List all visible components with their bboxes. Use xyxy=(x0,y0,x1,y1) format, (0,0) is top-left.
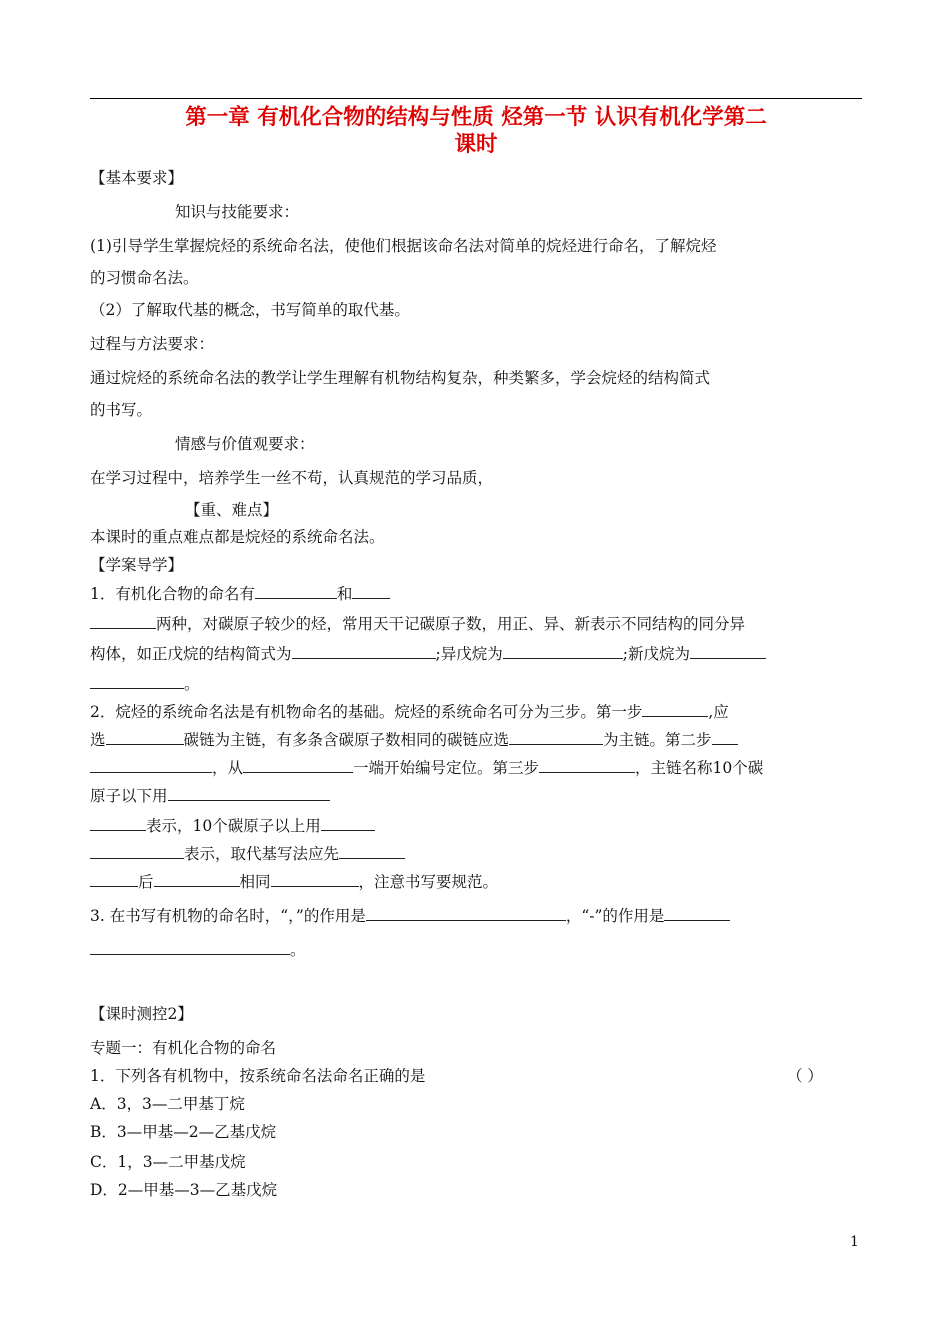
key-points-heading: 【重、难点】 xyxy=(185,501,279,519)
header-rule xyxy=(90,98,862,99)
blank[interactable] xyxy=(642,702,708,717)
guide-q2-text-k: 表示，取代基写法应先 xyxy=(184,845,340,863)
guide-q2-line-3 xyxy=(90,758,763,778)
knowledge-item-1-line-1: (1)引导学生掌握烷烃的系统命名法，使他们根据该命名法对简单的烷烃进行命名，了解烷烃 xyxy=(90,237,717,255)
guide-q3-line-1 xyxy=(90,906,730,926)
knowledge-item-1-line-2: 的习惯命名法。 xyxy=(90,269,199,287)
blank[interactable] xyxy=(90,614,156,629)
title-line-1: 第一章 有机化合物的结构与性质 烃第一节 认识有机化学第二 xyxy=(185,105,767,130)
blank[interactable] xyxy=(90,844,184,859)
guide-q3-text-b: ，“-”的作用是 xyxy=(565,907,665,925)
blank[interactable] xyxy=(243,758,353,773)
blank[interactable] xyxy=(366,906,566,921)
guide-q2-text-b: ,应 xyxy=(708,703,729,721)
blank[interactable] xyxy=(539,758,635,773)
blank[interactable] xyxy=(255,584,337,599)
guide-q2-line-4 xyxy=(90,786,330,806)
guide-q2-text-f: ，从 xyxy=(212,759,244,777)
guide-q1-text-c: 两种，对碳原子较少的烃，常用天干记碳原子数，用正、异、新表示不同结构的同分异 xyxy=(156,615,746,633)
guide-q2-text-e: 为主链。第二步 xyxy=(603,731,712,749)
blank[interactable] xyxy=(90,816,146,831)
process-method-heading: 过程与方法要求： xyxy=(90,335,215,353)
blank[interactable] xyxy=(712,730,738,745)
document-title xyxy=(90,104,862,158)
study-guide-heading: 【学案导学】 xyxy=(90,556,184,574)
page-number: 1 xyxy=(850,1234,859,1250)
guide-q1-line-2 xyxy=(90,614,745,634)
guide-q2-text-a: 2．烷烃的系统命名法是有机物命名的基础。烷烃的系统命名可分为三步。第一步 xyxy=(90,703,643,721)
test-heading: 【课时测控2】 xyxy=(90,1005,193,1023)
guide-q2-text-h: ，主链名称10个碳 xyxy=(635,759,764,777)
guide-q3-line-2 xyxy=(90,940,306,960)
blank[interactable] xyxy=(154,872,240,887)
guide-q1-line-3 xyxy=(90,644,766,664)
process-method-line-2: 的书写。 xyxy=(90,401,153,419)
blank[interactable] xyxy=(90,940,290,955)
answer-parentheses: （ ） xyxy=(787,1067,823,1085)
blank[interactable] xyxy=(321,816,375,831)
guide-q2-text-n: ，注意书写要规范。 xyxy=(358,873,499,891)
guide-q2-line-2 xyxy=(90,730,738,750)
guide-q2-text-i: 原子以下用 xyxy=(90,787,168,805)
guide-q3-text-a: 3. 在书写有机物的命名时，“，”的作用是 xyxy=(90,907,366,925)
emotion-values-text: 在学习过程中，培养学生一丝不苟，认真规范的学习品质， xyxy=(90,469,494,487)
guide-q2-text-m: 相同 xyxy=(239,873,271,891)
emotion-values-heading: 情感与价值观要求： xyxy=(175,435,315,453)
knowledge-skills-heading: 知识与技能要求： xyxy=(175,203,300,221)
guide-q1-text-f: ;新戊烷为 xyxy=(622,645,690,663)
guide-q1-text-a: 1．有机化合物的命名有 xyxy=(90,585,255,603)
blank[interactable] xyxy=(690,644,766,659)
guide-q1-line-4 xyxy=(90,674,200,694)
option-a: A．3，3—二甲基丁烷 xyxy=(90,1095,245,1113)
guide-q3-text-c: 。 xyxy=(290,941,306,959)
test-question-1: 1．下列各有机物中，按系统命名法命名正确的是 xyxy=(90,1067,426,1085)
guide-q2-line-5 xyxy=(90,816,375,836)
guide-q2-line-6 xyxy=(90,844,405,864)
blank[interactable] xyxy=(90,758,212,773)
option-c: C．1，3—二甲基戊烷 xyxy=(90,1153,246,1171)
guide-q2-text-g: 一端开始编号定位。第三步 xyxy=(353,759,540,777)
test-topic: 专题一：有机化合物的命名 xyxy=(90,1039,277,1057)
option-d: D．2—甲基—3—乙基戊烷 xyxy=(90,1181,278,1199)
blank[interactable] xyxy=(90,872,138,887)
blank[interactable] xyxy=(509,730,603,745)
key-points-text: 本课时的重点难点都是烷烃的系统命名法。 xyxy=(90,528,385,546)
title-line-2: 课时 xyxy=(454,132,498,157)
process-method-line-1: 通过烷烃的系统命名法的教学让学生理解有机物结构复杂，种类繁多，学会烷烃的结构简式 xyxy=(90,369,711,387)
blank[interactable] xyxy=(168,786,330,801)
guide-q2-text-c: 选 xyxy=(90,731,106,749)
guide-q1-line-1 xyxy=(90,584,390,604)
guide-q1-text-b: 和 xyxy=(336,585,353,603)
knowledge-item-2: （2）了解取代基的概念，书写简单的取代基。 xyxy=(90,301,410,319)
blank[interactable] xyxy=(106,730,184,745)
blank[interactable] xyxy=(271,872,359,887)
blank[interactable] xyxy=(352,584,390,599)
guide-q1-text-e: ;异戊烷为 xyxy=(435,645,503,663)
blank[interactable] xyxy=(292,644,436,659)
guide-q2-line-7 xyxy=(90,872,498,892)
guide-q2-text-j: 表示，10个碳原子以上用 xyxy=(146,817,321,835)
guide-q1-text-g: 。 xyxy=(184,675,200,693)
guide-q1-text-d: 构体，如正戊烷的结构简式为 xyxy=(90,645,292,663)
blank[interactable] xyxy=(339,844,405,859)
blank[interactable] xyxy=(503,644,623,659)
blank[interactable] xyxy=(90,674,184,689)
guide-q2-line-1 xyxy=(90,702,729,722)
option-b: B．3—甲基—2—乙基戊烷 xyxy=(90,1123,277,1141)
guide-q2-text-d: 碳链为主链，有多条含碳原子数相同的碳链应选 xyxy=(183,731,510,749)
guide-q2-text-l: 后 xyxy=(138,873,154,891)
basic-requirements-heading: 【基本要求】 xyxy=(90,169,184,187)
blank[interactable] xyxy=(664,906,730,921)
